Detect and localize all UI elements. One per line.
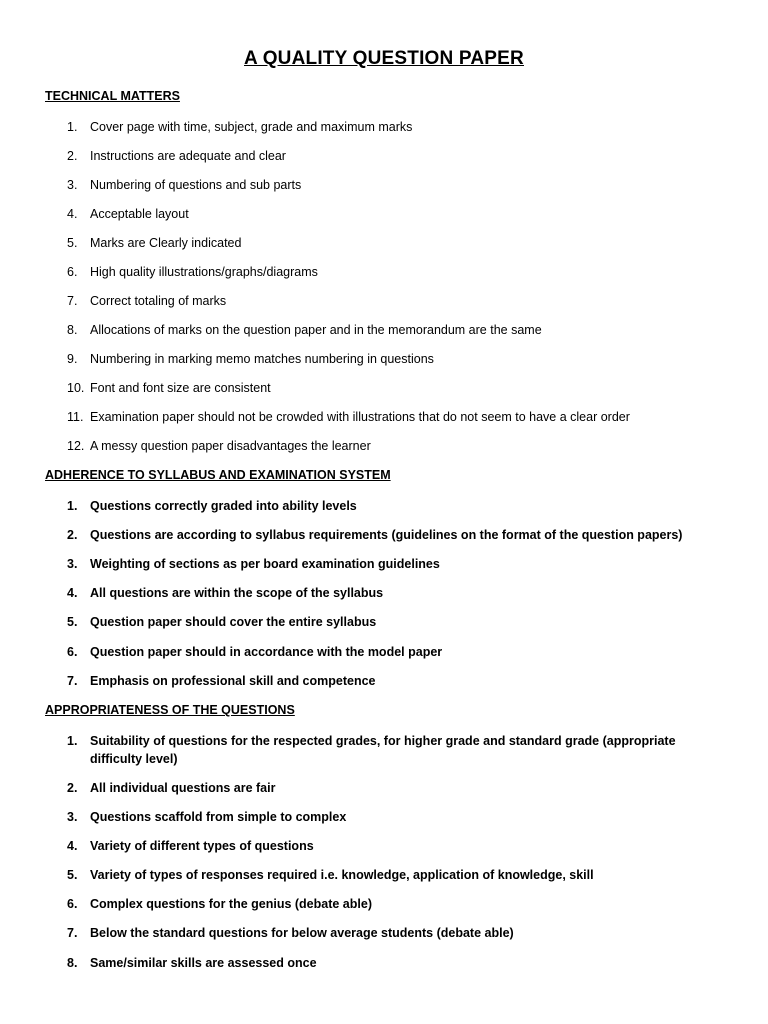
list-item-text: Weighting of sections as per board examination guidelines — [90, 557, 440, 571]
list-item-text: Variety of types of responses required i.e. knowledge, application of knowledge, skill — [90, 868, 594, 882]
list-item-number: 3. — [67, 557, 78, 571]
list-item-text: Below the standard questions for below average students (debate able) — [90, 926, 514, 940]
section-heading-technical-matters: TECHNICAL MATTERS — [45, 89, 180, 103]
section-heading-adherence: ADHERENCE TO SYLLABUS AND EXAMINATION SYSTEM — [45, 468, 391, 482]
list-item-text: Suitability of questions for the respected grades, for higher grade and standard grade (appropriate difficulty level) — [90, 734, 676, 766]
list-item-number: 7. — [67, 674, 78, 688]
list-item-number: 3. — [67, 810, 78, 824]
list-item-number: 6. — [67, 265, 78, 279]
list-item-number: 2. — [67, 528, 78, 542]
list-item-number: 2. — [67, 149, 78, 163]
list-item-number: 8. — [67, 956, 78, 970]
list-item-number: 2. — [67, 781, 78, 795]
list-item-text: Complex questions for the genius (debate able) — [90, 897, 372, 911]
list-item-text: Font and font size are consistent — [90, 381, 271, 395]
list-item-text: Questions correctly graded into ability levels — [90, 499, 357, 513]
list-item-number: 5. — [67, 868, 78, 882]
list-item-number: 6. — [67, 897, 78, 911]
list-item-number: 8. — [67, 323, 78, 337]
list-item-number: 10. — [67, 381, 85, 395]
list-item-text: Questions are according to syllabus requirements (guidelines on the format of the question papers) — [90, 528, 683, 542]
list-item-number: 6. — [67, 645, 78, 659]
page-title: A QUALITY QUESTION PAPER — [244, 48, 524, 69]
list-item-text: Numbering of questions and sub parts — [90, 178, 302, 192]
list-item-text: Question paper should in accordance with the model paper — [90, 645, 443, 659]
list-item-number: 7. — [67, 926, 78, 940]
list-item-text: Examination paper should not be crowded with illustrations that do not seem to have a clear order — [90, 410, 630, 424]
list-item-text: Marks are Clearly indicated — [90, 236, 242, 250]
list-item-number: 1. — [67, 734, 78, 748]
list-item-text: Allocations of marks on the question paper and in the memorandum are the same — [90, 323, 542, 337]
list-item-text: Numbering in marking memo matches numbering in questions — [90, 352, 434, 366]
list-item-number: 1. — [67, 120, 78, 134]
list-item-number: 5. — [67, 615, 78, 629]
list-item-text: Instructions are adequate and clear — [90, 149, 286, 163]
list-item-text: Same/similar skills are assessed once — [90, 956, 317, 970]
list-item-text: Question paper should cover the entire syllabus — [90, 615, 377, 629]
list-item-number: 3. — [67, 178, 78, 192]
list-item-number: 12. — [67, 439, 85, 453]
list-item-text: Questions scaffold from simple to complex — [90, 810, 347, 824]
list-item-text: Acceptable layout — [90, 207, 189, 221]
list-item-number: 5. — [67, 236, 78, 250]
list-item-text: High quality illustrations/graphs/diagrams — [90, 265, 318, 279]
list-item-number: 4. — [67, 839, 78, 853]
list-item-number: 9. — [67, 352, 78, 366]
list-item-number: 7. — [67, 294, 78, 308]
section-heading-appropriateness: APPROPRIATENESS OF THE QUESTIONS — [45, 703, 295, 717]
list-item-text: Cover page with time, subject, grade and maximum marks — [90, 120, 413, 134]
list-item-text: Variety of different types of questions — [90, 839, 314, 853]
list-item-text: Emphasis on professional skill and competence — [90, 674, 376, 688]
list-item-number: 4. — [67, 586, 78, 600]
list-item-number: 1. — [67, 499, 78, 513]
list-item-text: All individual questions are fair — [90, 781, 276, 795]
list-item-text: Correct totaling of marks — [90, 294, 227, 308]
list-item-number: 4. — [67, 207, 78, 221]
list-item-text: A messy question paper disadvantages the learner — [90, 439, 371, 453]
list-item-text: All questions are within the scope of the syllabus — [90, 586, 384, 600]
list-item-number: 11. — [67, 410, 84, 424]
